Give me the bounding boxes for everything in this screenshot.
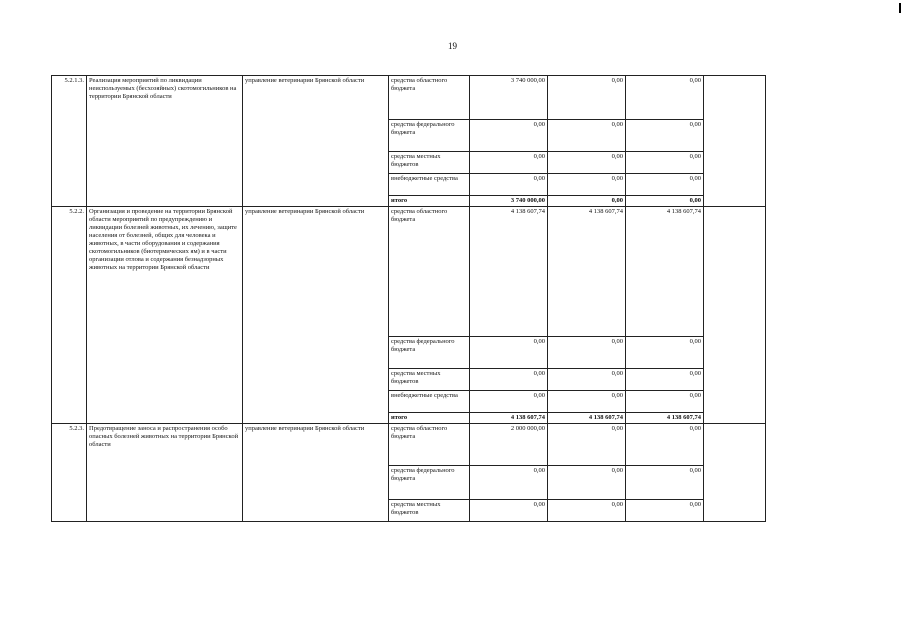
amount-cell: 0,00 (626, 424, 704, 466)
activity-title: Предотвращение заноса и распространения особо опасных болезней животных на территории Брянской области (87, 424, 243, 522)
amount-cell: 0,00 (470, 369, 548, 391)
amount-cell: 0,00 (626, 500, 704, 522)
amount-cell: 0,00 (470, 500, 548, 522)
funding-source: средства федерального бюджета (389, 337, 470, 369)
activity-title: Организация и проведение на территории Брянской области мероприятий по предупреждению и ликвидации болезней животных, их лечению, защите населения от болезней, общих для человека и животных, в части оборудования и содержания скотомогильников (биотермических ям) и в части организации отлова и содержания безнадзорных животных на территории Брянской области (87, 207, 243, 424)
funding-source: средства областного бюджета (389, 76, 470, 120)
funding-source: средства областного бюджета (389, 207, 470, 337)
funding-source: итого (389, 196, 470, 207)
amount-cell: 0,00 (626, 174, 704, 196)
funding-source: внебюджетные средства (389, 391, 470, 413)
amount-cell: 0,00 (470, 120, 548, 152)
amount-cell: 3 740 000,00 (470, 196, 548, 207)
activity-title: Реализация мероприятий по ликвидации неиспользуемых (бесхозяйных) скотомогильников на территории Брянской области (87, 76, 243, 207)
amount-cell: 4 138 607,74 (470, 207, 548, 337)
table-row (52, 424, 766, 466)
budget-table (51, 75, 766, 522)
table-row (52, 76, 766, 120)
amount-cell: 4 138 607,74 (626, 413, 704, 424)
amount-cell: 0,00 (548, 120, 626, 152)
amount-cell: 4 138 607,74 (548, 413, 626, 424)
row-number: 5.2.3. (52, 424, 87, 522)
amount-cell: 0,00 (626, 76, 704, 120)
funding-source: средства местных бюджетов (389, 369, 470, 391)
amount-cell: 0,00 (626, 369, 704, 391)
funding-source: средства федерального бюджета (389, 120, 470, 152)
amount-cell: 0,00 (470, 152, 548, 174)
table-row (52, 207, 766, 337)
amount-cell: 0,00 (548, 424, 626, 466)
amount-cell: 0,00 (548, 196, 626, 207)
funding-source: средства федерального бюджета (389, 466, 470, 500)
amount-cell: 0,00 (470, 337, 548, 369)
amount-cell: 0,00 (548, 174, 626, 196)
row-number: 5.2.1.3. (52, 76, 87, 207)
amount-cell: 0,00 (626, 466, 704, 500)
executor: управление ветеринарии Брянской области (243, 424, 389, 522)
amount-cell: 0,00 (548, 369, 626, 391)
amount-cell: 0,00 (626, 152, 704, 174)
amount-cell: 0,00 (626, 391, 704, 413)
amount-cell: 0,00 (548, 337, 626, 369)
amount-cell: 4 138 607,74 (548, 207, 626, 337)
page-number: 19 (448, 41, 457, 51)
amount-cell: 0,00 (626, 120, 704, 152)
executor: управление ветеринарии Брянской области (243, 76, 389, 207)
amount-cell: 0,00 (470, 174, 548, 196)
amount-cell: 0,00 (626, 337, 704, 369)
funding-source: средства местных бюджетов (389, 152, 470, 174)
scan-edge-mark (899, 3, 901, 13)
empty-cell (704, 76, 766, 207)
amount-cell: 0,00 (548, 152, 626, 174)
amount-cell: 2 000 000,00 (470, 424, 548, 466)
amount-cell: 0,00 (470, 391, 548, 413)
amount-cell: 0,00 (548, 391, 626, 413)
row-number: 5.2.2. (52, 207, 87, 424)
executor: управление ветеринарии Брянской области (243, 207, 389, 424)
amount-cell: 3 740 000,00 (470, 76, 548, 120)
amount-cell: 4 138 607,74 (626, 207, 704, 337)
funding-source: итого (389, 413, 470, 424)
amount-cell: 0,00 (548, 500, 626, 522)
funding-source: внебюджетные средства (389, 174, 470, 196)
amount-cell: 0,00 (548, 76, 626, 120)
amount-cell: 0,00 (548, 466, 626, 500)
funding-source: средства областного бюджета (389, 424, 470, 466)
empty-cell (704, 207, 766, 424)
amount-cell: 4 138 607,74 (470, 413, 548, 424)
empty-cell (704, 424, 766, 522)
funding-source: средства местных бюджетов (389, 500, 470, 522)
amount-cell: 0,00 (470, 466, 548, 500)
amount-cell: 0,00 (626, 196, 704, 207)
